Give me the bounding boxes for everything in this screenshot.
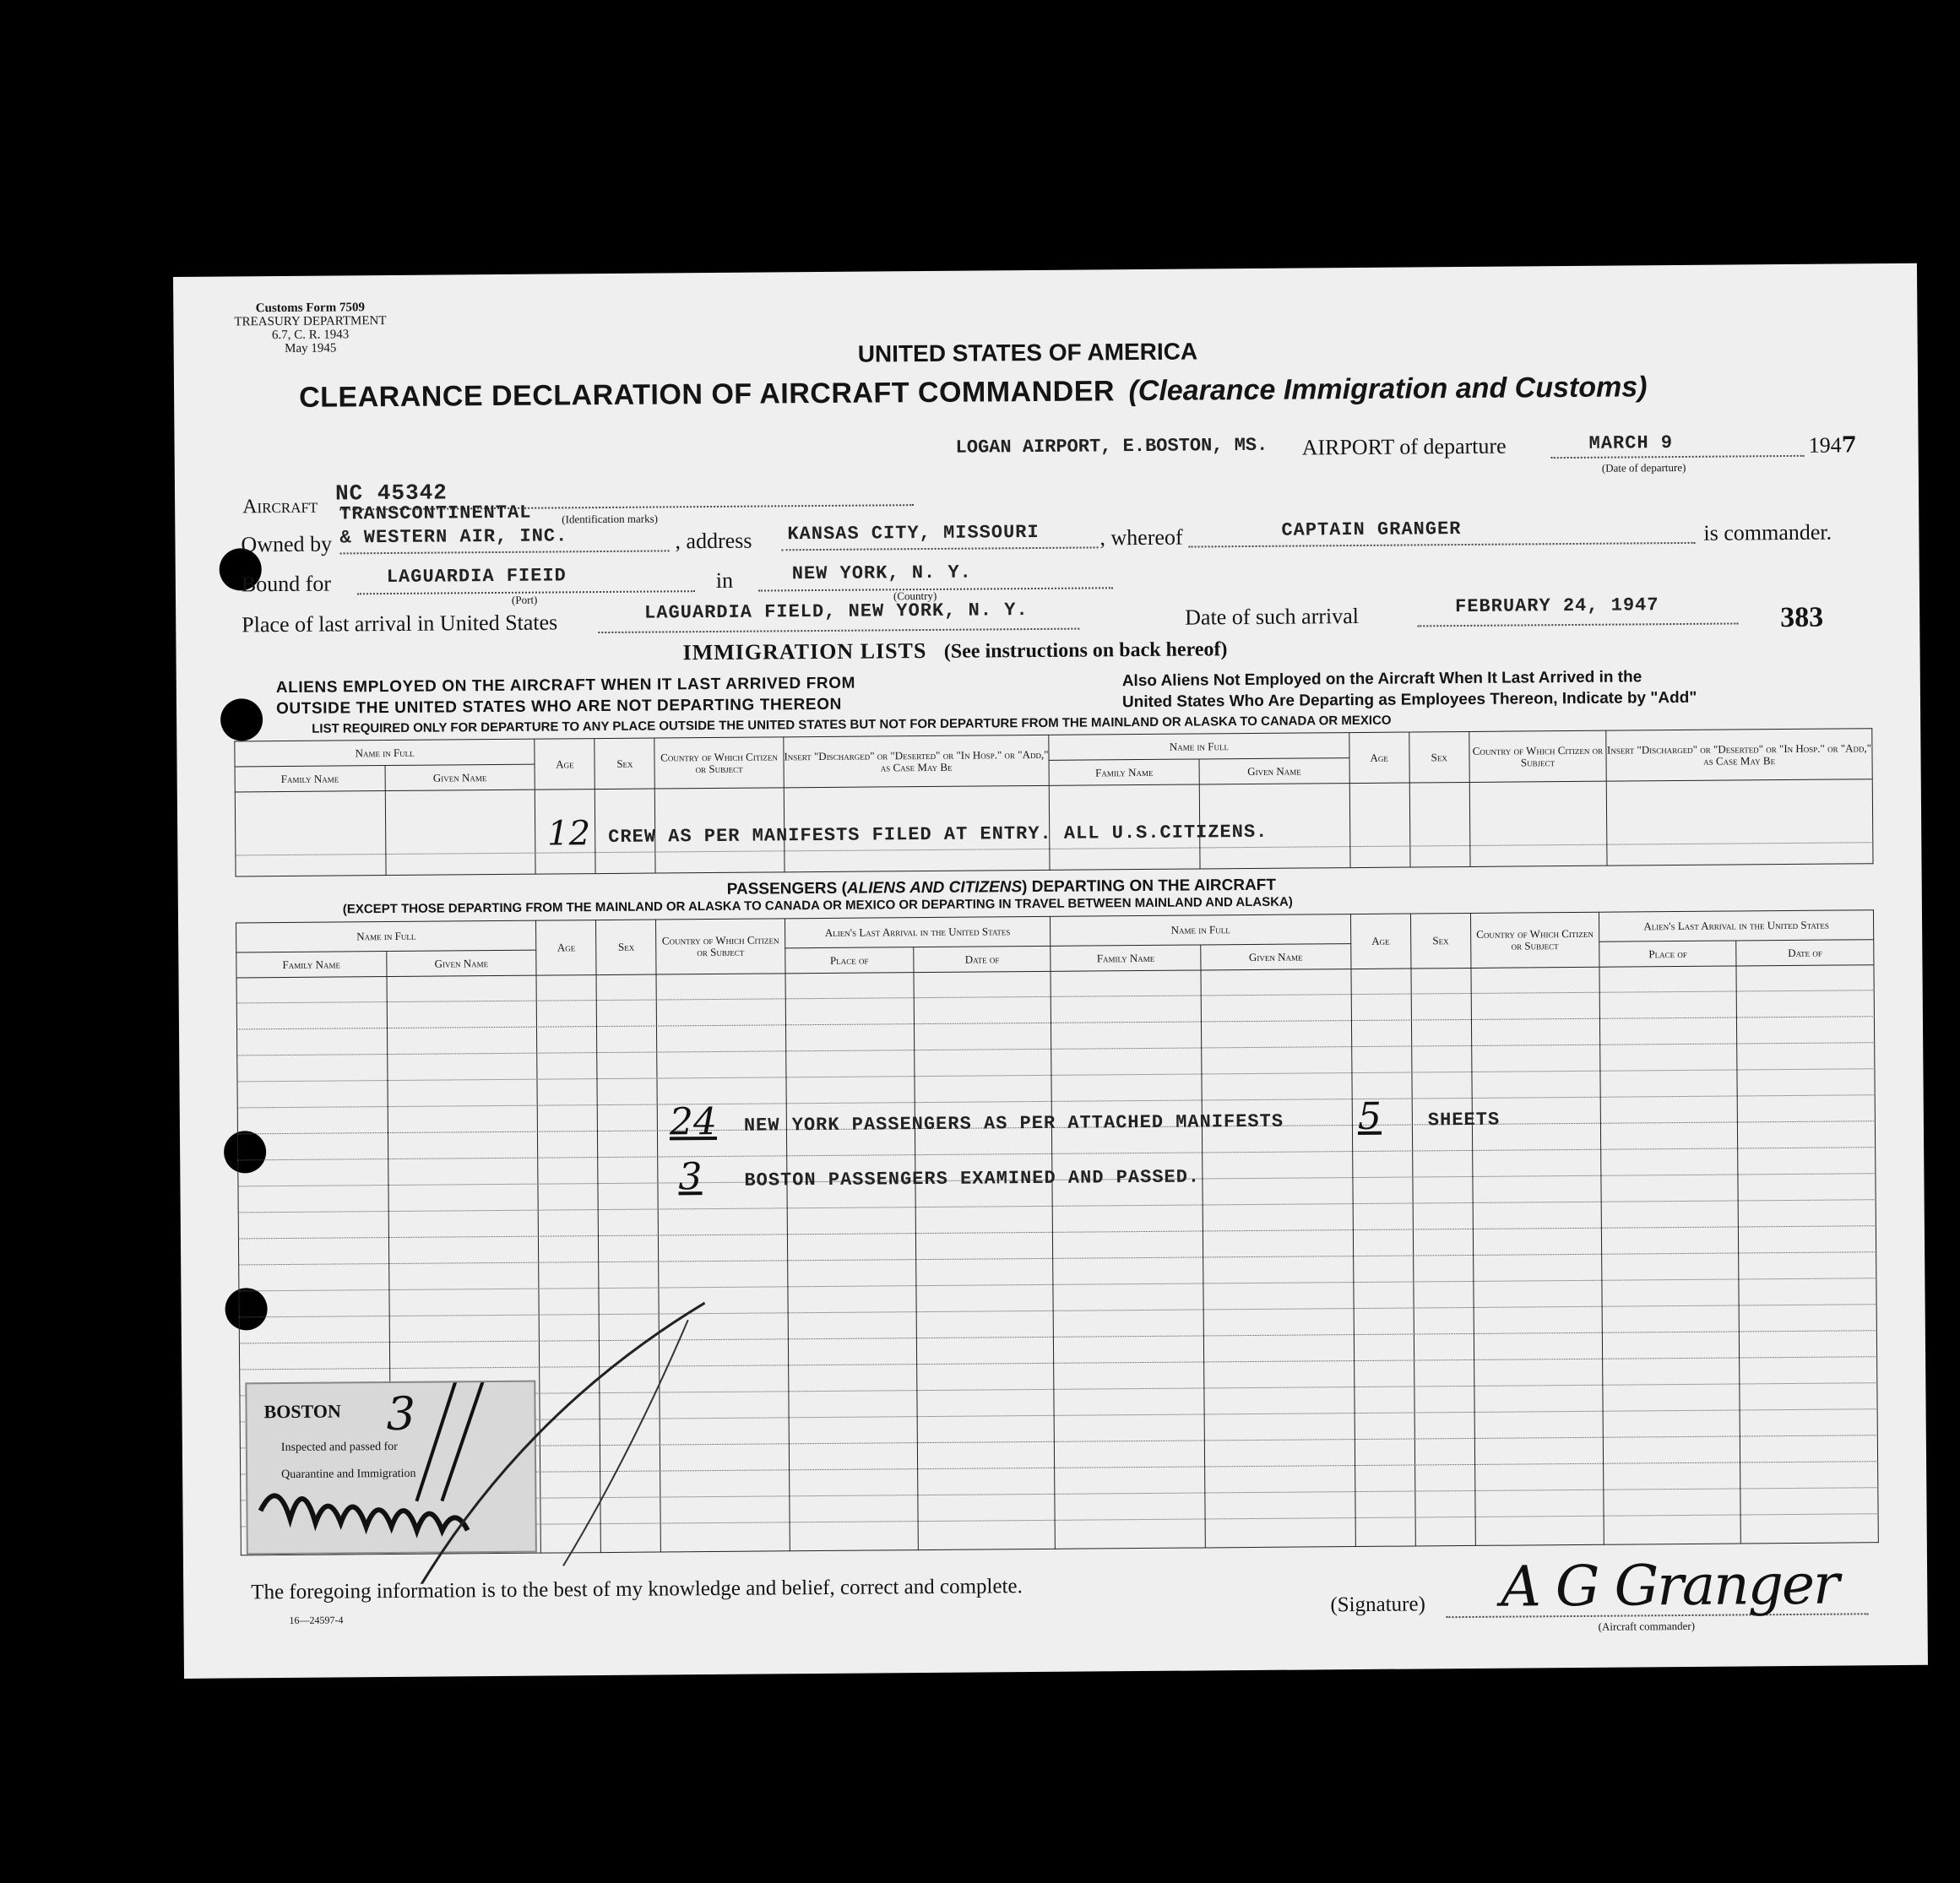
passengers-subheading: (EXCEPT THOSE DEPARTING FROM THE MAINLAND OR ALASKA TO CANADA OR MEXICO OR DEPARTING IN TRAVEL BETWEEN MAINLAND AND ALASKA)	[342, 894, 1293, 917]
crew-name-header-right: Name in Full	[1049, 733, 1349, 761]
stamp-port: BOSTON	[263, 1400, 341, 1423]
aliens-left-line-1: ALIENS EMPLOYED ON THE AIRCRAFT WHEN IT LAST ARRIVED FROM	[275, 674, 856, 697]
aliens-left-line-2: OUTSIDE THE UNITED STATES WHO ARE NOT DEPARTING THEREON	[275, 695, 842, 719]
ny-count: 24	[669, 1099, 718, 1144]
aliens-right-line-2: United States Who Are Departing as Employees Thereon, Indicate by "Add"	[1121, 688, 1697, 712]
aircraft-label: Aircraft	[242, 495, 318, 518]
last-arrival-value: LAGUARDIA FIELD, NEW YORK, N. Y.	[644, 600, 1029, 624]
crew-given-header: Given Name	[385, 764, 535, 790]
commander-signature: A G Granger	[1500, 1551, 1838, 1620]
aliens-left-note	[276, 673, 856, 719]
signature-label: (Signature)	[1330, 1593, 1425, 1617]
bound-in-label: in	[715, 567, 734, 593]
crew-country-header-right: Country of Which Citizen or Subject	[1469, 730, 1607, 782]
boston-count: 3	[678, 1155, 703, 1199]
address-value: KANSAS CITY, MISSOURI	[787, 521, 1040, 545]
pax-country-header-right: Country of Which Citizen or Subject	[1470, 912, 1599, 968]
arrival-date-value: FEBRUARY 24, 1947	[1455, 594, 1659, 618]
clearance-form	[173, 263, 1928, 1679]
crew-insert-header: Insert "Discharged" or "Deserted" or "In Hosp." or "Add," as Case May Be	[783, 735, 1049, 787]
form-id-block	[234, 301, 387, 355]
departure-airport-label: AIRPORT of departure	[1301, 433, 1507, 460]
crew-country-header: Country of Which Citizen or Subject	[654, 737, 784, 789]
crew-sex-header: Sex	[595, 738, 655, 790]
crew-entry-text: CREW AS PER MANIFESTS FILED AT ENTRY. ALL U.S.CITIZENS.	[608, 821, 1268, 848]
address-label: , address	[675, 528, 752, 554]
stamp-line-1: Inspected and passed for	[280, 1440, 398, 1455]
bound-country-value: NEW YORK, N. Y.	[791, 562, 972, 585]
pax-sex-header-right: Sex	[1410, 913, 1471, 969]
departure-date-line	[1551, 455, 1805, 459]
passenger-dotted-rows	[173, 263, 1917, 277]
country-heading: UNITED STATES OF AMERICA	[857, 338, 1198, 367]
form-number: Customs Form 7509	[255, 301, 365, 316]
pax-date-header: Date of	[914, 946, 1051, 972]
owner-line	[340, 550, 670, 554]
immigration-heading	[682, 636, 1227, 665]
passengers-heading-c: ) DEPARTING ON THE AIRCRAFT	[1022, 876, 1277, 897]
owner-line-1: TRANSCONTINENTAL	[339, 502, 532, 525]
crew-given-header-right: Given Name	[1199, 758, 1349, 784]
pax-date-header-right: Date of	[1736, 940, 1874, 966]
stamp-number: 3	[386, 1386, 416, 1441]
crew-count-mark: 12	[547, 814, 591, 854]
whereof-label: , whereof	[1099, 524, 1183, 551]
boston-passengers-text: BOSTON PASSENGERS EXAMINED AND PASSED.	[744, 1166, 1201, 1191]
list-required-note: LIST REQUIRED ONLY FOR DEPARTURE TO ANY PLACE OUTSIDE THE UNITED STATES BUT NOT FOR DEPARTURE FROM THE MAINLAND OR ALASKA TO CANADA OR MEXICO	[312, 713, 1392, 736]
bound-for-label: Bound for	[241, 571, 332, 597]
pax-country-header: Country of Which Citizen or Subject	[656, 919, 785, 974]
aliens-right-line-1: Also Aliens Not Employed on the Aircraft When It Last Arrived in the	[1121, 668, 1642, 691]
crew-insert-header-right: Insert "Discharged" or "Deserted" or "In Hosp." or "Add," as Case May Be	[1606, 729, 1872, 781]
pax-arrival-header-right: Alien's Last Arrival in the United States	[1599, 910, 1873, 942]
immigration-instructions: (See instructions on back hereof)	[943, 638, 1228, 663]
aircraft-marks-value: NC 45342	[334, 480, 448, 507]
pax-name-header: Name in Full	[236, 920, 537, 952]
owner-line-2: & WESTERN AIR, INC.	[339, 525, 568, 549]
title-main: CLEARANCE DECLARATION OF AIRCRAFT COMMANDER	[298, 375, 1116, 414]
passengers-heading-b: ALIENS AND CITIZENS	[846, 878, 1023, 898]
pax-family-header: Family Name	[236, 952, 387, 978]
last-arrival-label: Place of last arrival in United States	[242, 610, 558, 638]
crew-table	[234, 728, 1873, 876]
page-number: 383	[1780, 601, 1824, 634]
department: TREASURY DEPARTMENT	[234, 314, 387, 329]
departure-year	[1809, 432, 1857, 458]
crew-name-header: Name in Full	[235, 739, 535, 767]
owned-by-label: Owned by	[241, 531, 333, 557]
sheets-count: 5	[1357, 1094, 1382, 1139]
declaration-text: The foregoing information is to the best of my knowledge and belief, correct and complete.	[251, 1575, 1023, 1604]
pen-strokes	[307, 1243, 817, 1585]
passengers-heading-a: PASSENGERS (	[726, 879, 847, 898]
pax-place-header-right: Place of	[1599, 941, 1737, 967]
bound-port-hint: (Port)	[511, 593, 538, 606]
regulation: 6.7, C. R. 1943	[271, 328, 350, 343]
year-prefix: 194	[1808, 432, 1842, 458]
pax-name-header-right: Name in Full	[1051, 914, 1351, 947]
page-title	[299, 371, 1648, 415]
departure-airport-value: LOGAN AIRPORT, E.BOSTON, MS.	[955, 434, 1268, 459]
bound-port-value: LAGUARDIA FIEID	[386, 565, 567, 589]
signature-hint: (Aircraft commander)	[1598, 1619, 1696, 1633]
pax-sex-header: Sex	[596, 920, 657, 975]
crew-age-header-right: Age	[1349, 732, 1409, 784]
departure-date-hint: (Date of departure)	[1601, 460, 1686, 475]
departure-date-value: MARCH 9	[1588, 432, 1674, 454]
bound-country-hint: (Country)	[893, 589, 937, 603]
pax-age-header: Age	[536, 920, 597, 976]
stamp-line-2: Quarantine and Immigration	[281, 1467, 416, 1482]
pax-given-header-right: Given Name	[1201, 944, 1351, 970]
pax-given-header: Given Name	[386, 950, 536, 976]
pax-family-header-right: Family Name	[1051, 945, 1201, 971]
arrival-date-label: Date of such arrival	[1185, 603, 1360, 630]
last-arrival-line	[598, 628, 1079, 633]
pax-age-header-right: Age	[1350, 914, 1411, 969]
title-sub: (Clearance Immigration and Customs)	[1128, 371, 1648, 408]
pax-place-header: Place of	[785, 947, 913, 974]
crew-sex-header-right: Sex	[1409, 731, 1469, 783]
commander-line	[1189, 542, 1696, 548]
crew-family-header: Family Name	[235, 766, 385, 792]
ny-passengers-text: NEW YORK PASSENGERS AS PER ATTACHED MANIFESTS	[743, 1110, 1284, 1137]
sheets-label: SHEETS	[1427, 1109, 1501, 1131]
form-date: May 1945	[285, 341, 337, 355]
arrival-date-line	[1417, 622, 1738, 627]
year-suffix: 7	[1841, 432, 1857, 459]
crew-age-header: Age	[535, 739, 595, 790]
aliens-right-note	[1122, 666, 1697, 713]
print-code: 16—24597-4	[289, 1614, 344, 1626]
address-line	[782, 546, 1099, 551]
crew-family-header-right: Family Name	[1049, 759, 1199, 785]
punch-hole	[220, 698, 263, 741]
commander-value: CAPTAIN GRANGER	[1281, 518, 1462, 541]
pax-arrival-header: Alien's Last Arrival in the United States	[785, 916, 1051, 947]
aircraft-marks-hint: (Identification marks)	[562, 512, 659, 526]
commander-label: is commander.	[1703, 519, 1832, 545]
immigration-title: IMMIGRATION LISTS	[682, 638, 927, 665]
